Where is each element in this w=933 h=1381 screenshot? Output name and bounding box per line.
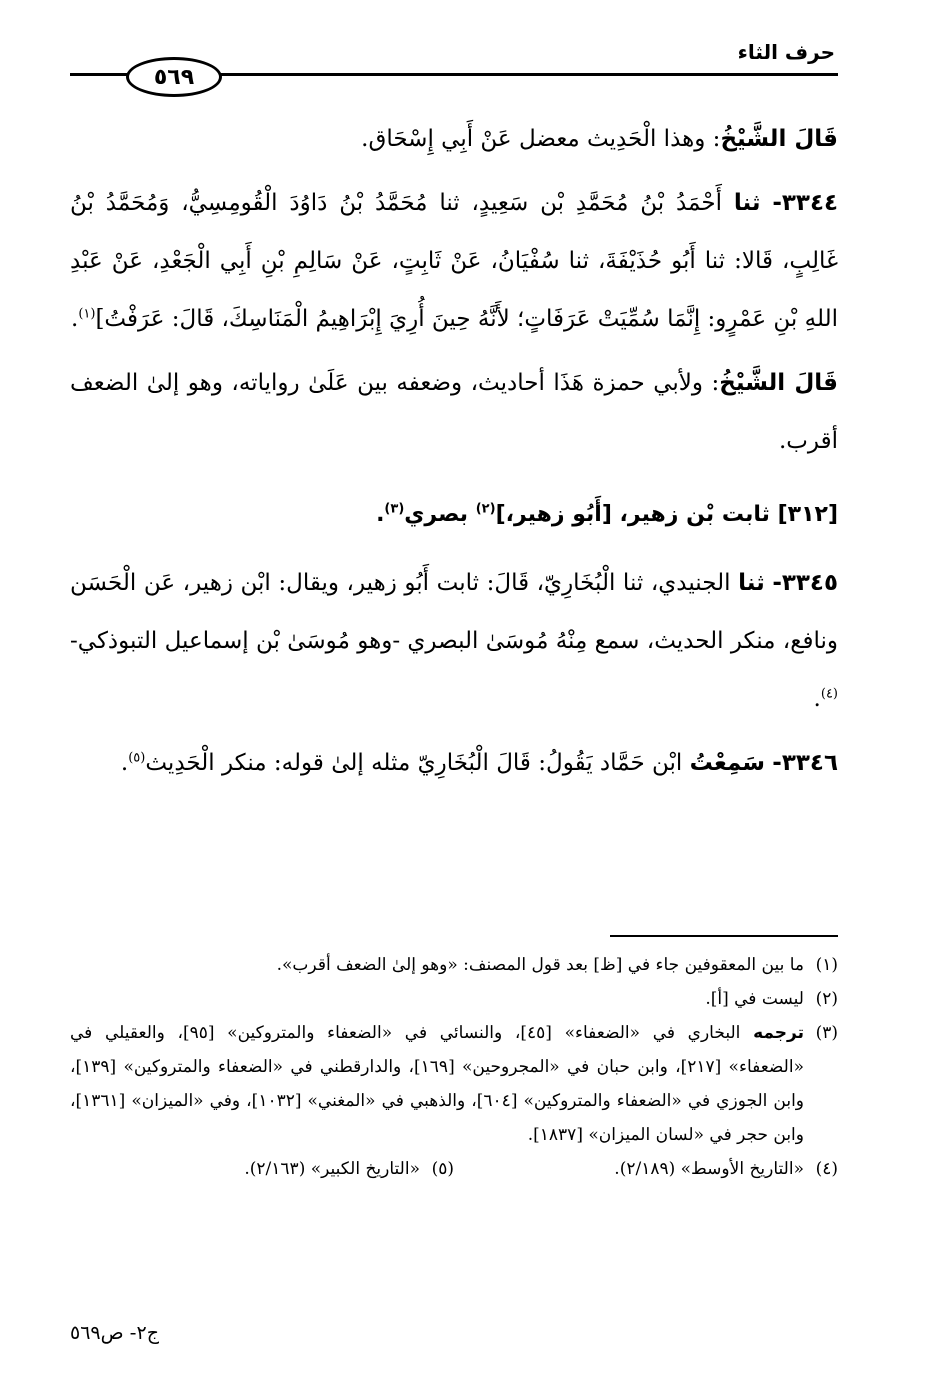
- period: .: [120, 750, 129, 776]
- hadith-text: الجنيدي، ثنا الْبُخَارِيّ، قَالَ: ثابت أَبُو زهير، ويقال: ابْن زهير، عَن الْحَسَن ونافع، منكر الحديث، سمع مِنْهُ مُوسَىٰ البصري -وهو مُوسَىٰ بْن إسماعيل التبوذكي-: [70, 570, 838, 654]
- footnote-2: [70, 982, 838, 1016]
- narration-lead: ثنا: [738, 570, 765, 596]
- footnote-ref: (٢): [475, 501, 496, 517]
- footnote-number: (٤): [815, 1159, 838, 1179]
- footnotes: [70, 948, 838, 1186]
- hadith-3346: [70, 734, 838, 792]
- footnote-number: (٣): [815, 1023, 838, 1043]
- footnote-number: (١): [815, 955, 838, 975]
- footnote-ref: (٣): [384, 501, 405, 517]
- hadith-text: ابْن حَمَّاد يَقُولُ: قَالَ الْبُخَارِيّ مثله إلىٰ قوله: منكر الْحَدِيث: [145, 750, 683, 776]
- footnote-lead: ترجمه: [753, 1023, 804, 1043]
- hadith-3345: [70, 554, 838, 728]
- footnote-text: «التاريخ الأوسط» (٢/١٨٩).: [614, 1159, 804, 1179]
- page-number-badge: [126, 57, 222, 97]
- footnote-text: [70, 1016, 804, 1152]
- footnote-row-4-5: [70, 1152, 838, 1186]
- paragraph-sheikh-comment-1: [70, 110, 838, 168]
- footnote-text: «التاريخ الكبير» (٢/١٦٣).: [244, 1159, 420, 1179]
- footnote-3: [70, 1016, 838, 1152]
- hadith-number: ٣٣٤٤-: [772, 190, 839, 216]
- narration-lead: سَمِعْتُ: [689, 750, 765, 776]
- footnote-1: [70, 948, 838, 982]
- period: .: [813, 686, 821, 712]
- speaker-label: قَالَ الشَّيْخُ: [720, 126, 838, 152]
- paragraph-sheikh-comment-2: [70, 354, 838, 470]
- heading-text: [٣١٢] ثابت بْن زهير، [أَبُو زهير،]: [495, 502, 838, 527]
- footnote-number: (٥): [431, 1159, 454, 1179]
- footnote-number: (٢): [815, 989, 838, 1009]
- narration-lead: ثنا: [733, 190, 761, 216]
- footnote-ref: (٥): [128, 750, 146, 766]
- running-header-title: حرف الثاء: [737, 40, 835, 64]
- footnote-ref: (١): [78, 306, 96, 322]
- footnote-body: البخاري في «الضعفاء» [٤٥]، والنسائي في «الضعفاء والمتروكين» [٩٥]، والعقيلي في «الضعفاء» [٢١٧]، وابن حبان في «المجروحين» [١٦٩]، والدارقطني في «الضعفاء والمتروكين» [١٣٩]، وابن الجوزي في «الضعفاء والمتروكين» [٦٠٤]، والذهبي في «المغني» [١٠٣٢]، وفي «الميزان» [١٣٦١]، وابن حجر في «لسان الميزان» [١٨٣٧].: [70, 1023, 805, 1145]
- footnote-5: [70, 1152, 454, 1186]
- footnote-4: [454, 1152, 838, 1186]
- footnote-ref: (٤): [820, 686, 838, 702]
- page-footer: ج٢- ص٥٦٩: [70, 1322, 159, 1344]
- main-text: [70, 110, 838, 798]
- speaker-label: قَالَ الشَّيْخُ: [719, 370, 838, 396]
- heading-text: بصري: [404, 502, 476, 527]
- paragraph-text: : وهذا الْحَدِيث معضل عَنْ أَبِي إِسْحَاق.: [361, 126, 721, 152]
- page-number: ٥٦٩: [153, 64, 195, 90]
- footnote-separator: [610, 935, 838, 937]
- paragraph-text: : ولأبي حمزة هَذَا أحاديث، وضعفه بين عَلَىٰ رواياته، وهو إلىٰ الضعف أقرب.: [70, 370, 838, 454]
- hadith-text: أَحْمَدُ بْنُ مُحَمَّدِ بْن سَعِيدٍ، ثنا مُحَمَّدُ بْنُ دَاوُدَ الْقُومِسِيُّ، وَمُحَمَّدُ بْنُ غَالِبٍ، قَالا: ثنا أَبُو حُذَيْفَةَ، ثنا سُفْيَانُ، عَنْ ثَابِتٍ، عَنْ سَالِمِ بْنِ أَبِي الْجَعْدِ، عَنْ عَبْدِ اللهِ بْنِ عَمْرٍو: إِنَّمَا سُمِّيَتْ عَرَفَاتٍ؛ لأَنَّهُ حِينَ أُرِيَ إِبْرَاهِيمُ الْمَنَاسِكَ، قَالَ: عَرَفْتُ]: [70, 190, 838, 332]
- hadith-number: ٣٣٤٦-: [772, 750, 838, 776]
- footnote-text: ليست في [أ].: [705, 989, 804, 1009]
- footnote-text: ما بين المعقوفين جاء في [ظ] بعد قول المصنف: «وهو إلىٰ الضعف أقرب».: [276, 955, 804, 975]
- hadith-3344: [70, 174, 838, 348]
- hadith-number: ٣٣٤٥-: [772, 570, 839, 596]
- period: .: [376, 502, 385, 527]
- period: .: [71, 306, 79, 332]
- narrator-heading: [70, 486, 838, 544]
